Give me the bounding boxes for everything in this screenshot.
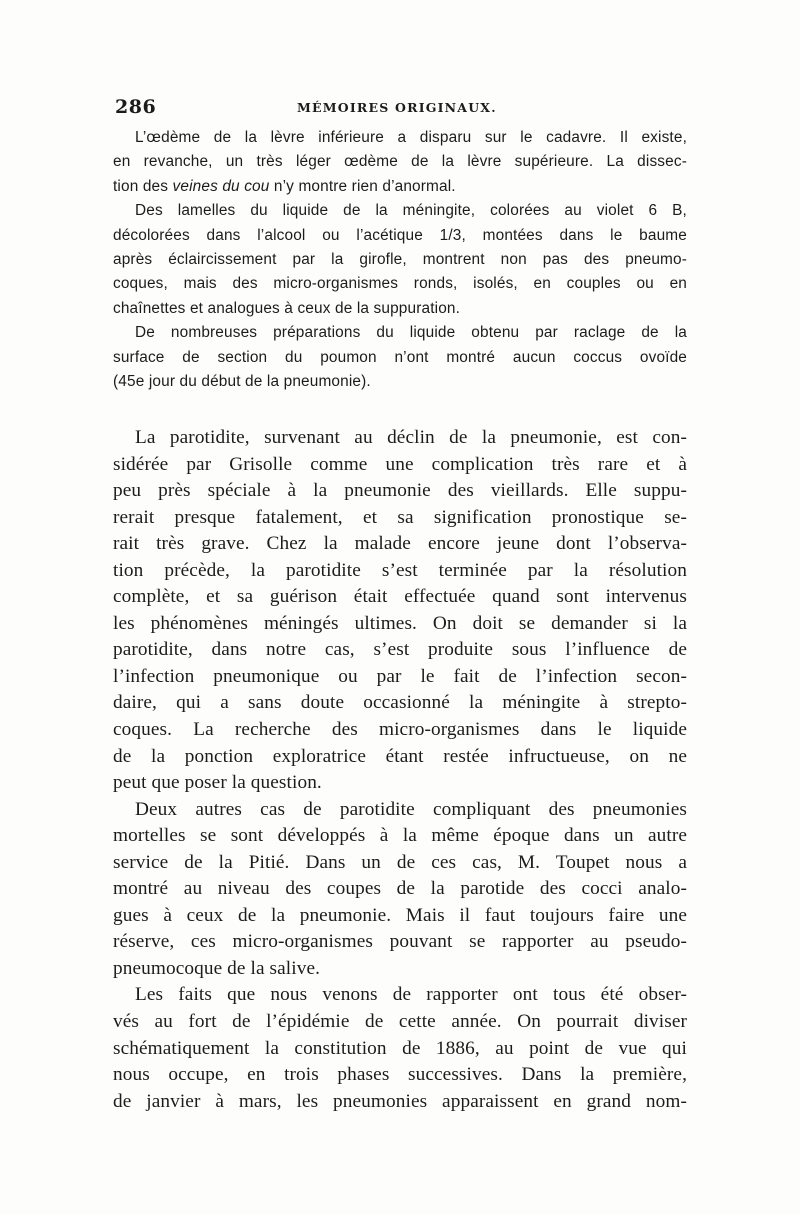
clinical-notes: [113, 126, 687, 394]
text-line: de la ponction exploratrice étant restée infructueuse, on ne: [113, 745, 687, 767]
text-line: décolorées dans l’alcool ou l’acétique 1/3, montées dans le baume: [113, 226, 687, 244]
page-number: 286: [115, 96, 157, 118]
text-line: réserve, ces micro-organismes pouvant se rapporter au pseudo-: [113, 931, 687, 953]
text-line: La parotidite, survenant au déclin de la pneumonie, est con-: [135, 427, 687, 448]
text-line: en revanche, un très léger œdème de la lèvre supérieure. La dissec-: [113, 153, 687, 171]
text-line: les phénomènes méningés ultimes. On doit se demander si la: [113, 612, 687, 634]
text-line: vés au fort de l’épidémie de cette année. On pourrait diviser: [113, 1011, 687, 1033]
text-line: nous occupe, en trois phases successives. Dans la première,: [113, 1064, 687, 1086]
text-line: service de la Pitié. Dans un de ces cas, M. Toupet nous a: [113, 851, 687, 873]
text-line: coques. La recherche des micro-organismes dans le liquide: [113, 719, 687, 741]
text-line: parotidite, dans notre cas, s’est produite sous l’influence de: [113, 639, 687, 661]
main-paragraph-2: [113, 797, 687, 983]
note-paragraph-3: [113, 321, 687, 394]
text-line: (45e jour du début de la pneumonie).: [113, 373, 371, 391]
text-line: daire, qui a sans doute occasionné la méningite à strepto-: [113, 692, 687, 714]
italic-term: veines du cou: [172, 177, 270, 195]
text-line: L’œdème de la lèvre inférieure a disparu sur le cadavre. Il existe,: [135, 129, 687, 146]
text-line: rait très grave. Chez la malade encore jeune dont l’observa-: [113, 533, 687, 555]
text-line: tion précède, la parotidite s’est terminée par la résolution: [113, 559, 687, 581]
text-line: pneumocoque de la salive.: [113, 957, 321, 979]
main-paragraph-1: [113, 425, 687, 797]
text-line: mortelles se sont développés à la même époque dans un autre: [113, 825, 687, 847]
text-line: coques, mais des micro-organismes ronds, isolés, en couples ou en: [113, 275, 687, 293]
main-text: [113, 425, 687, 1115]
text-line: surface de section du poumon n’ont montré aucun coccus ovoïde: [113, 348, 687, 366]
text-line: Deux autres cas de parotidite compliquant des pneumonies: [135, 798, 687, 820]
text-line: de janvier à mars, les pneumonies apparaissent en grand nom-: [113, 1090, 687, 1112]
text-line: schématiquement la constitution de 1886, au point de vue qui: [113, 1037, 687, 1059]
text-line: sidérée par Grisolle comme une complication très rare et à: [113, 453, 687, 475]
text-line: De nombreuses préparations du liquide obtenu par raclage de la: [135, 324, 687, 342]
main-paragraph-3: [113, 982, 687, 1115]
running-title: MÉMOIRES ORIGINAUX.: [297, 100, 497, 115]
text-line: peu près spéciale à la pneumonie des vieillards. Elle suppu-: [113, 480, 687, 502]
note-paragraph-2: [113, 199, 687, 321]
text-line: complète, et sa guérison était effectuée quand sont intervenus: [113, 586, 687, 608]
text-line: peut que poser la question.: [113, 772, 322, 794]
text-line: Les faits que nous venons de rapporter ont tous été obser-: [135, 984, 687, 1006]
text-segment: tion des: [113, 177, 173, 195]
running-head: [115, 96, 685, 118]
text-line: rerait presque fatalement, et sa signification pronostique se-: [113, 506, 687, 528]
text-line: gues à ceux de la pneumonie. Mais il faut toujours faire une: [113, 904, 687, 926]
text-line: après éclaircissement par la girofle, montrent non pas des pneumo-: [113, 251, 687, 269]
text-segment: n’y montre rien d’anormal.: [269, 177, 456, 195]
text-line: chaînettes et analogues à ceux de la suppuration.: [113, 299, 461, 317]
text-line: [113, 175, 687, 199]
note-paragraph-1: [113, 126, 687, 199]
text-line: Des lamelles du liquide de la méningite, colorées au violet 6 B,: [135, 202, 687, 220]
text-line: montré au niveau des coupes de la parotide des cocci analo-: [113, 878, 687, 900]
text-line: l’infection pneumonique ou par le fait de l’infection secon-: [113, 665, 687, 687]
